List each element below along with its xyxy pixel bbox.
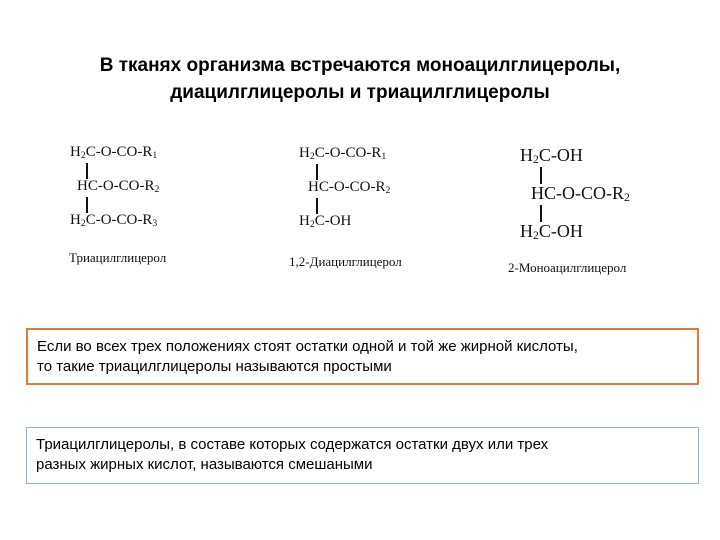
formula-row-3: $H_2C-OH$ <box>299 213 352 230</box>
monoacylglycerol-formula <box>520 145 700 245</box>
bond-line <box>540 205 542 222</box>
bond-line <box>316 164 318 180</box>
formula-row-2: $HC-O-CO-R_2$ <box>531 183 630 204</box>
bond-line <box>86 197 88 213</box>
slide-title <box>20 52 700 106</box>
triacylglycerol-caption: Триацилглицерол <box>69 250 167 265</box>
note-line-1: Если во всех трех положениях стоят остатки одной и той же жирной кислоты, <box>37 338 578 355</box>
formula-row-2: $HC-O-CO-R_2$ <box>308 179 391 196</box>
formula-row-1: $H_2C-O-CO-R_1$ <box>70 144 158 161</box>
note-line-2: разных жирных кислот, называются смешаными <box>36 456 373 473</box>
simple-triacylglycerols-note <box>26 328 699 385</box>
bond-line <box>86 163 88 179</box>
formula-row-1: $H_2C-OH$ <box>520 145 583 166</box>
formula-row-1: $H_2C-O-CO-R_1$ <box>299 145 387 162</box>
monoacylglycerol-caption: 2-Моноацилглицерол <box>508 260 627 275</box>
formula-row-3: $H_2C-OH$ <box>520 221 583 242</box>
note-line-2: то такие триацилглицеролы называются простыми <box>37 358 392 375</box>
formula-row-2: $HC-O-CO-R_2$ <box>77 178 160 195</box>
diacylglycerol-formula <box>299 145 469 240</box>
mixed-triacylglycerols-note <box>26 427 699 484</box>
triacylglycerol-formula <box>70 144 240 239</box>
bond-line <box>540 167 542 184</box>
note-line-1: Триацилглицеролы, в составе которых содержатся остатки двух или трех <box>36 436 549 453</box>
title-line-2: диацилглицеролы и триацилглицеролы <box>170 82 550 103</box>
bond-line <box>316 198 318 214</box>
diacylglycerol-caption: 1,2-Диацилглицерол <box>289 254 402 269</box>
title-line-1: В тканях организма встречаются моноацилглицеролы, <box>99 55 621 76</box>
formula-row-3: $H_2C-O-CO-R_3$ <box>70 212 158 229</box>
